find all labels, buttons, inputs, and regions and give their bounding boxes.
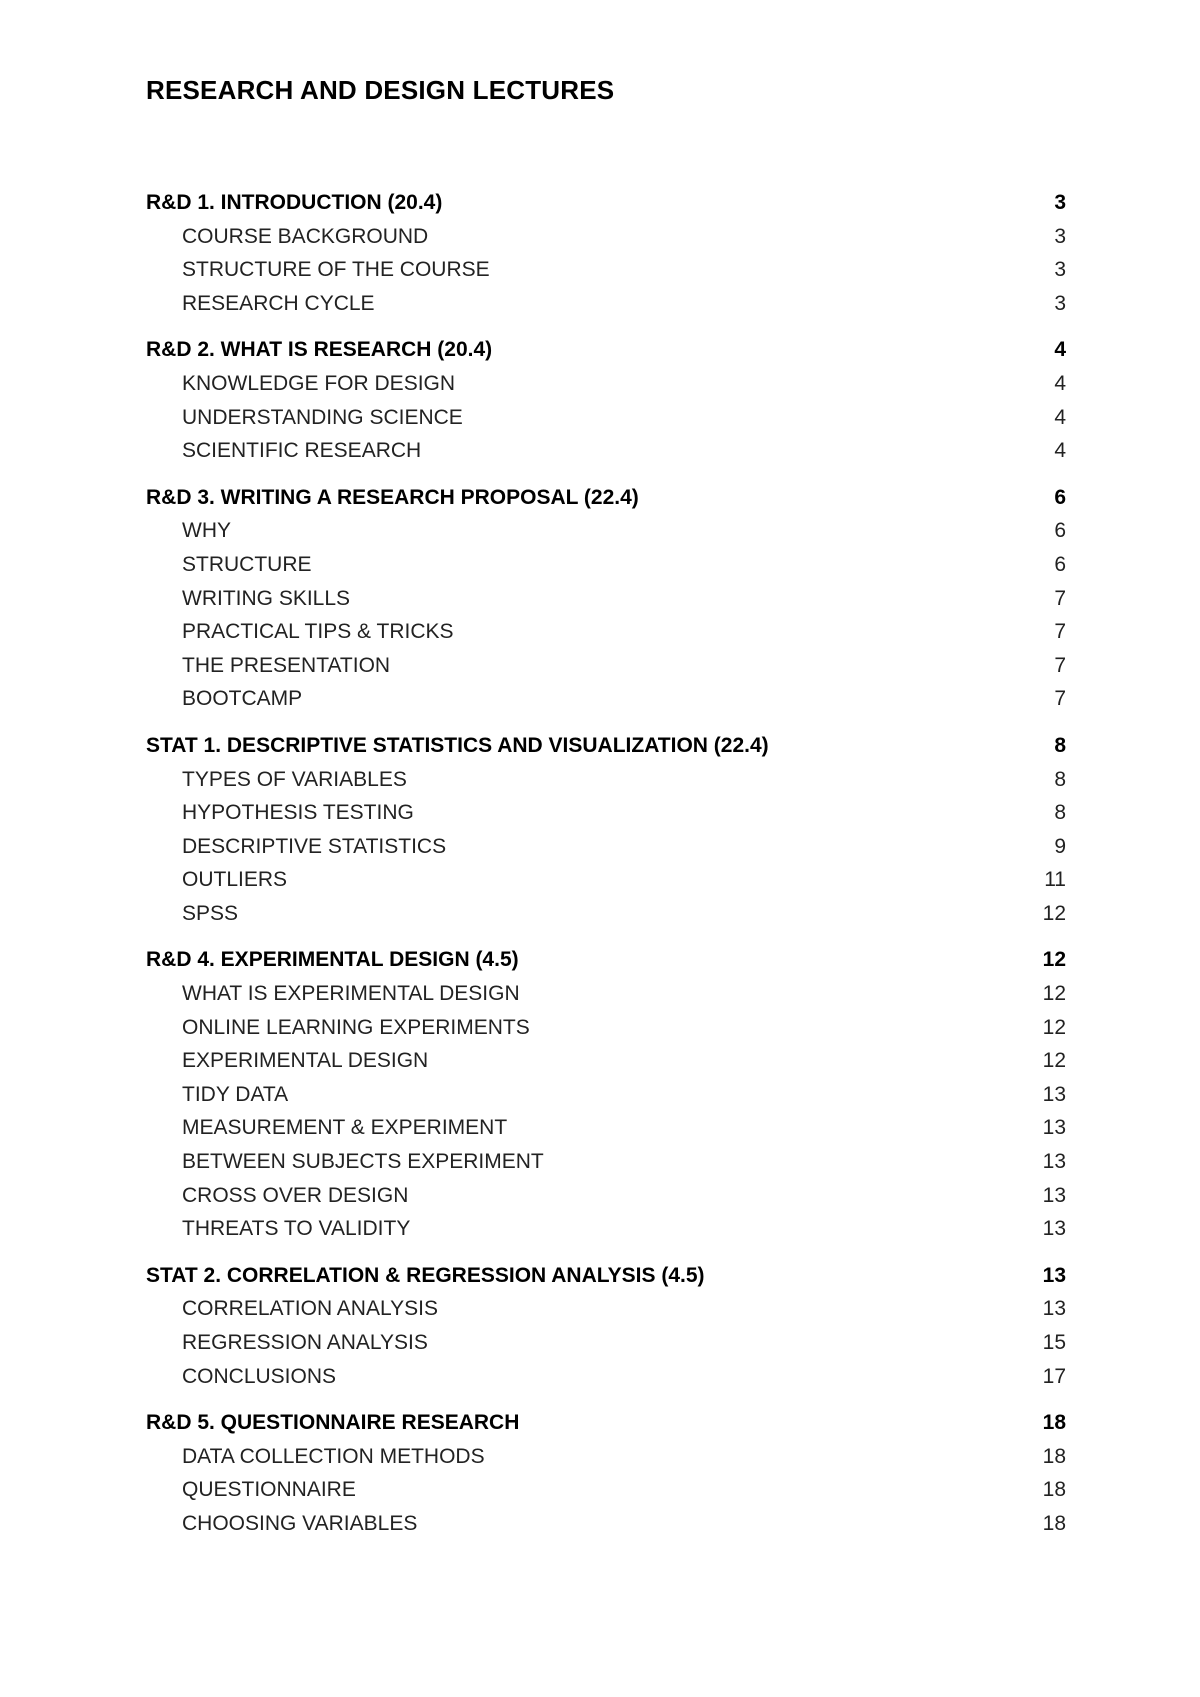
toc-section bbox=[146, 186, 1066, 320]
toc-entry-label: PRACTICAL TIPS & TRICKS bbox=[182, 620, 454, 644]
table-of-contents bbox=[146, 186, 1066, 1541]
toc-entry-page-number: 13 bbox=[1042, 1297, 1066, 1321]
toc-entry[interactable] bbox=[146, 863, 1066, 897]
toc-entry-page-number: 13 bbox=[1042, 1082, 1066, 1106]
toc-entry-label: RESEARCH CYCLE bbox=[182, 291, 375, 315]
toc-heading-label: R&D 4. EXPERIMENTAL DESIGN (4.5) bbox=[146, 948, 519, 972]
toc-entry-label: MEASUREMENT & EXPERIMENT bbox=[182, 1116, 508, 1140]
toc-entry[interactable] bbox=[146, 220, 1066, 254]
toc-entry-page-number: 7 bbox=[1054, 653, 1066, 677]
toc-entry-label: THREATS TO VALIDITY bbox=[182, 1217, 411, 1241]
toc-section-heading[interactable] bbox=[146, 1259, 1066, 1293]
toc-entry[interactable] bbox=[146, 977, 1066, 1011]
toc-entry-page-number: 6 bbox=[1054, 552, 1066, 576]
toc-section bbox=[146, 1406, 1066, 1540]
toc-entry-page-number: 13 bbox=[1042, 1183, 1066, 1207]
toc-entry-label: OUTLIERS bbox=[182, 868, 288, 892]
toc-entry-page-number: 3 bbox=[1054, 224, 1066, 248]
toc-section-items bbox=[146, 367, 1066, 468]
toc-entry[interactable] bbox=[146, 1507, 1066, 1541]
toc-section bbox=[146, 943, 1066, 1245]
toc-section-items bbox=[146, 763, 1066, 931]
toc-entry-label: HYPOTHESIS TESTING bbox=[182, 801, 414, 825]
toc-section bbox=[146, 729, 1066, 931]
toc-entry-page-number: 12 bbox=[1042, 1015, 1066, 1039]
toc-entry-label: BETWEEN SUBJECTS EXPERIMENT bbox=[182, 1150, 544, 1174]
toc-entry[interactable] bbox=[146, 615, 1066, 649]
toc-section-heading[interactable] bbox=[146, 186, 1066, 220]
toc-section-heading[interactable] bbox=[146, 481, 1066, 515]
toc-entry-label: SCIENTIFIC RESEARCH bbox=[182, 439, 422, 463]
toc-entry[interactable] bbox=[146, 287, 1066, 321]
toc-entry-page-number: 8 bbox=[1054, 767, 1066, 791]
toc-entry-label: QUESTIONNAIRE bbox=[182, 1478, 356, 1502]
toc-entry-label: WRITING SKILLS bbox=[182, 586, 351, 610]
toc-heading-label: R&D 3. WRITING A RESEARCH PROPOSAL (22.4) bbox=[146, 485, 639, 509]
toc-entry-label: SPSS bbox=[182, 901, 239, 925]
toc-entry-page-number: 12 bbox=[1042, 1049, 1066, 1073]
toc-entry-page-number: 4 bbox=[1054, 405, 1066, 429]
toc-entry[interactable] bbox=[146, 682, 1066, 716]
toc-entry[interactable] bbox=[146, 1011, 1066, 1045]
toc-entry-label: REGRESSION ANALYSIS bbox=[182, 1331, 428, 1354]
toc-entry[interactable] bbox=[146, 763, 1066, 797]
toc-entry-label: CROSS OVER DESIGN bbox=[182, 1183, 409, 1207]
toc-entry[interactable] bbox=[146, 1473, 1066, 1507]
document-title: RESEARCH AND DESIGN LECTURES bbox=[146, 75, 615, 105]
toc-entry-label: ONLINE LEARNING EXPERIMENTS bbox=[182, 1015, 530, 1039]
toc-entry-page-number: 13 bbox=[1042, 1150, 1066, 1174]
toc-entry-label: COURSE BACKGROUND bbox=[182, 224, 429, 248]
toc-entry[interactable] bbox=[146, 1078, 1066, 1112]
toc-entry[interactable] bbox=[146, 1044, 1066, 1078]
toc-entry-label: THE PRESENTATION bbox=[182, 653, 391, 677]
toc-entry-label: DATA COLLECTION METHODS bbox=[182, 1444, 485, 1468]
toc-entry[interactable] bbox=[146, 1440, 1066, 1474]
toc-heading-label: STAT 1. DESCRIPTIVE STATISTICS AND VISUALIZATION (22.4) bbox=[146, 733, 769, 757]
toc-entry-label: UNDERSTANDING SCIENCE bbox=[182, 405, 463, 429]
toc-entry[interactable] bbox=[146, 434, 1066, 468]
toc-heading-page-number: 8 bbox=[1054, 733, 1066, 757]
toc-entry[interactable] bbox=[146, 367, 1066, 401]
toc-entry-page-number: 4 bbox=[1054, 439, 1066, 463]
toc-entry-label: CHOOSING VARIABLES bbox=[182, 1511, 418, 1535]
toc-entry[interactable] bbox=[146, 1326, 1066, 1360]
toc-heading-label: R&D 2. WHAT IS RESEARCH (20.4) bbox=[146, 338, 493, 362]
toc-entry-page-number: 9 bbox=[1054, 834, 1066, 858]
toc-entry-label: WHAT IS EXPERIMENTAL DESIGN bbox=[182, 982, 520, 1006]
toc-entry-label: STRUCTURE OF THE COURSE bbox=[182, 258, 490, 282]
toc-entry-page-number: 7 bbox=[1054, 586, 1066, 610]
toc-entry[interactable] bbox=[146, 1212, 1066, 1246]
toc-entry-label: EXPERIMENTAL DESIGN bbox=[182, 1049, 429, 1073]
toc-entry[interactable] bbox=[146, 1145, 1066, 1179]
toc-entry[interactable] bbox=[146, 830, 1066, 864]
toc-section bbox=[146, 1259, 1066, 1393]
toc-entry[interactable] bbox=[146, 897, 1066, 931]
toc-entry[interactable] bbox=[146, 1179, 1066, 1213]
toc-heading-page-number: 4 bbox=[1054, 338, 1066, 362]
toc-entry-label: KNOWLEDGE FOR DESIGN bbox=[182, 371, 456, 395]
toc-heading-page-number: 13 bbox=[1042, 1263, 1066, 1287]
toc-section-items bbox=[146, 220, 1066, 321]
toc-entry-page-number: 18 bbox=[1042, 1478, 1066, 1502]
toc-entry-label: TIDY DATA bbox=[182, 1082, 289, 1106]
toc-entry-page-number: 11 bbox=[1044, 868, 1066, 892]
toc-section-heading[interactable] bbox=[146, 729, 1066, 763]
toc-section-heading[interactable] bbox=[146, 333, 1066, 367]
toc-heading-page-number: 12 bbox=[1042, 948, 1066, 972]
toc-entry-label: WHY bbox=[182, 519, 231, 543]
toc-section-items bbox=[146, 1292, 1066, 1393]
toc-entry-page-number: 3 bbox=[1054, 291, 1066, 315]
toc-entry-page-number: 18 bbox=[1042, 1511, 1066, 1535]
toc-entry-page-number: 12 bbox=[1042, 901, 1066, 925]
toc-entry[interactable] bbox=[146, 514, 1066, 548]
toc-entry-page-number: 6 bbox=[1054, 519, 1066, 543]
toc-entry-page-number: 4 bbox=[1054, 371, 1066, 395]
toc-entry[interactable] bbox=[146, 253, 1066, 287]
toc-heading-page-number: 3 bbox=[1054, 191, 1066, 214]
toc-entry-label: DESCRIPTIVE STATISTICS bbox=[182, 834, 447, 858]
toc-entry-label: CORRELATION ANALYSIS bbox=[182, 1297, 438, 1321]
toc-section-heading[interactable] bbox=[146, 1406, 1066, 1440]
toc-heading-label: STAT 2. CORRELATION & REGRESSION ANALYSIS (4.5) bbox=[146, 1263, 705, 1287]
toc-entry-label: CONCLUSIONS bbox=[182, 1364, 337, 1388]
toc-heading-page-number: 18 bbox=[1042, 1411, 1066, 1435]
toc-entry[interactable] bbox=[146, 1360, 1066, 1394]
toc-section bbox=[146, 333, 1066, 467]
toc-entry[interactable] bbox=[146, 548, 1066, 582]
toc-section-items bbox=[146, 514, 1066, 716]
toc-section-items bbox=[146, 977, 1066, 1246]
toc-section-items bbox=[146, 1440, 1066, 1541]
toc-entry-page-number: 8 bbox=[1054, 801, 1066, 825]
toc-section bbox=[146, 481, 1066, 716]
toc-entry-page-number: 7 bbox=[1054, 620, 1066, 644]
toc-heading-label: R&D 5. QUESTIONNAIRE RESEARCH bbox=[146, 1411, 520, 1435]
toc-entry-page-number: 12 bbox=[1042, 982, 1066, 1006]
toc-entry[interactable] bbox=[146, 649, 1066, 683]
toc-entry-page-number: 17 bbox=[1042, 1364, 1066, 1388]
toc-entry-page-number: 13 bbox=[1042, 1116, 1066, 1140]
toc-entry[interactable] bbox=[146, 1292, 1066, 1326]
toc-entry-page-number: 13 bbox=[1042, 1217, 1066, 1241]
toc-entry[interactable] bbox=[146, 796, 1066, 830]
toc-heading-page-number: 6 bbox=[1054, 485, 1066, 509]
toc-entry-page-number: 18 bbox=[1042, 1444, 1066, 1468]
toc-entry[interactable] bbox=[146, 1111, 1066, 1145]
toc-entry-page-number: 7 bbox=[1054, 687, 1066, 711]
toc-entry-label: STRUCTURE bbox=[182, 552, 312, 576]
toc-entry[interactable] bbox=[146, 401, 1066, 435]
toc-entry-label: BOOTCAMP bbox=[182, 687, 303, 711]
toc-entry-label: TYPES OF VARIABLES bbox=[182, 767, 407, 791]
toc-entry-page-number: 15 bbox=[1042, 1331, 1066, 1354]
toc-heading-label: R&D 1. INTRODUCTION (20.4) bbox=[146, 191, 443, 214]
toc-section-heading[interactable] bbox=[146, 943, 1066, 977]
toc-entry[interactable] bbox=[146, 582, 1066, 616]
toc-entry-page-number: 3 bbox=[1054, 258, 1066, 282]
